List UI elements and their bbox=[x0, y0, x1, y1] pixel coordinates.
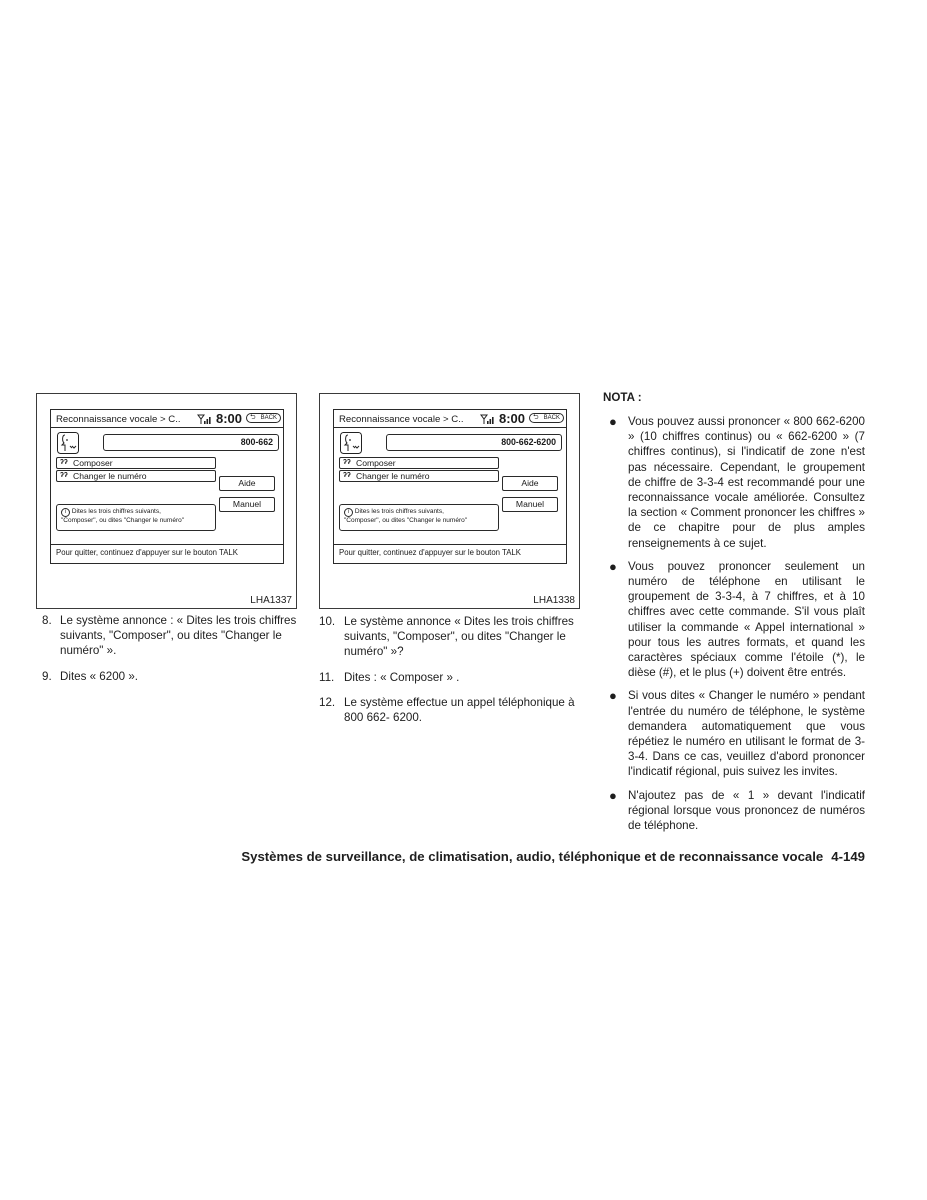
speaking-face-icon bbox=[57, 432, 79, 454]
screen-title: Reconnaissance vocale > C.. bbox=[56, 414, 181, 425]
signal-strength-icon bbox=[480, 414, 496, 425]
figure-lha1338 bbox=[319, 393, 580, 609]
option-composer[interactable] bbox=[56, 457, 216, 469]
voice-command-icon: ʔʔ bbox=[60, 459, 68, 466]
step-item bbox=[42, 669, 299, 684]
voice-command-icon: ʔʔ bbox=[343, 472, 351, 479]
info-icon: i bbox=[61, 508, 70, 517]
voice-command-icon: ʔʔ bbox=[60, 472, 68, 479]
step-number: 12. bbox=[319, 695, 336, 709]
step-text: Le système effectue un appel téléphonique à 800 662- 6200. bbox=[344, 695, 575, 725]
step-number: 8. bbox=[42, 614, 52, 627]
dialed-number-field: 800-662 bbox=[103, 434, 279, 451]
screen-footer: Pour quitter, continuez d'appuyer sur le bouton TALK bbox=[339, 548, 521, 557]
info-icon: i bbox=[344, 508, 353, 517]
bullet-text: Vous pouvez prononcer seulement un numéro de téléphone en utilisant le groupement de 3-3-4, à 7 chiffres, et à 10 chiffres avec cette commande. S'il vous plaît utiliser la commande « Appel international » pour tous les autres formats, et quand les caractères spéciaux comme l'étoile (*), le dièse (#), et le plus (+) doivent être entrés. bbox=[628, 559, 865, 680]
bullet-dot-icon: ● bbox=[609, 688, 617, 704]
step-item bbox=[319, 695, 582, 725]
manuel-button[interactable]: Manuel bbox=[502, 497, 558, 512]
aide-button[interactable]: Aide bbox=[502, 476, 558, 491]
page-footer bbox=[204, 849, 865, 864]
info-line-1: Dites les trois chiffres suivants, bbox=[71, 508, 161, 515]
speaking-face-icon bbox=[340, 432, 362, 454]
divider bbox=[51, 427, 283, 428]
bullet-text: N'ajoutez pas de « 1 » devant l'indicatif régional lorsque vous prononcez de numéros de téléphone. bbox=[628, 788, 865, 833]
back-arrow-icon: ⮌ bbox=[533, 414, 539, 421]
step-number: 11. bbox=[319, 670, 335, 684]
step-text: Le système annonce « Dites les trois chiffres suivants, "Composer", ou dites "Changer le numéro" »? bbox=[344, 615, 574, 659]
figure-lha1337 bbox=[36, 393, 297, 609]
step-number: 10. bbox=[319, 615, 336, 628]
nota-heading: NOTA : bbox=[603, 391, 642, 404]
bullet-dot-icon: ● bbox=[609, 787, 617, 803]
info-line-2: "Composer", ou dites "Changer le numéro" bbox=[344, 517, 468, 524]
steps-left bbox=[42, 613, 299, 694]
info-line-1: Dites les trois chiffres suivants, bbox=[354, 508, 444, 515]
info-box bbox=[339, 504, 499, 531]
section-title: Systèmes de surveillance, de climatisation, audio, téléphonique et de reconnaissance vocale bbox=[241, 849, 824, 864]
step-text: Dites : « Composer » . bbox=[344, 670, 460, 684]
nota-bullet bbox=[609, 788, 865, 834]
screen-footer: Pour quitter, continuez d'appuyer sur le bouton TALK bbox=[56, 548, 238, 557]
bullet-text: Vous pouvez aussi prononcer « 800 662-6200 » (10 chiffres continus) ou « 662-6200 » (7 chiffres continus), si l'indicatif de zone n'est pas nécessaire. Cependant, le groupement de chiffre de 3-3-4 est recommandé pour une reconnaissance vocale améliorée. Consultez la section « Comment prononcer les chiffres » de ce chapitre pour de plus amples renseignements à ce sujet. bbox=[628, 415, 865, 550]
divider bbox=[334, 427, 566, 428]
step-text: Dites « 6200 ». bbox=[60, 669, 138, 683]
back-label: BACK bbox=[260, 415, 277, 421]
divider bbox=[51, 544, 283, 545]
step-item bbox=[319, 670, 582, 685]
option-changer-numero[interactable] bbox=[56, 470, 216, 482]
back-button[interactable] bbox=[246, 413, 281, 423]
option-label: Composer bbox=[356, 458, 396, 468]
info-box bbox=[56, 504, 216, 531]
bullet-dot-icon: ● bbox=[609, 558, 617, 574]
voice-recognition-screen bbox=[50, 409, 284, 564]
page-number: 4-149 bbox=[831, 849, 865, 864]
back-button[interactable] bbox=[529, 413, 564, 423]
option-label: Changer le numéro bbox=[356, 471, 430, 481]
manuel-button[interactable]: Manuel bbox=[219, 497, 275, 512]
nota-bullet bbox=[609, 688, 865, 779]
nota-bullet bbox=[609, 559, 865, 681]
option-composer[interactable] bbox=[339, 457, 499, 469]
back-arrow-icon: ⮌ bbox=[250, 414, 256, 421]
step-item bbox=[42, 613, 299, 659]
bullet-dot-icon: ● bbox=[609, 414, 617, 429]
step-text: Le système annonce : « Dites les trois chiffres suivants, "Composer", ou dites "Changer le numéro" ». bbox=[60, 614, 297, 658]
voice-command-icon: ʔʔ bbox=[343, 459, 351, 466]
nota-bullets bbox=[609, 414, 865, 841]
info-line-2: "Composer", ou dites "Changer le numéro" bbox=[61, 517, 185, 524]
option-changer-numero[interactable] bbox=[339, 470, 499, 482]
voice-recognition-screen bbox=[333, 409, 567, 564]
step-item bbox=[319, 614, 582, 660]
option-label: Changer le numéro bbox=[73, 471, 147, 481]
clock-time: 8:00 bbox=[216, 411, 243, 426]
aide-button[interactable]: Aide bbox=[219, 476, 275, 491]
screen-title: Reconnaissance vocale > C.. bbox=[339, 414, 464, 425]
figure-code: LHA1338 bbox=[533, 595, 575, 606]
clock-time: 8:00 bbox=[499, 411, 526, 426]
steps-right bbox=[319, 614, 582, 735]
bullet-text: Si vous dites « Changer le numéro » pendant l'entrée du numéro de téléphone, le système demandera automatiquement que vous répétiez le numéro en utilisant le format de 3-3-4. Dans ce cas, veuillez d'abord prononcer l'indicatif régional, puis suivez les invites. bbox=[628, 689, 865, 779]
option-label: Composer bbox=[73, 458, 113, 468]
nota-bullet bbox=[609, 414, 865, 551]
figure-code: LHA1337 bbox=[250, 595, 292, 606]
dialed-number-field: 800-662-6200 bbox=[386, 434, 562, 451]
signal-strength-icon bbox=[197, 414, 213, 425]
divider bbox=[334, 544, 566, 545]
back-label: BACK bbox=[543, 415, 560, 421]
step-number: 9. bbox=[42, 669, 52, 683]
